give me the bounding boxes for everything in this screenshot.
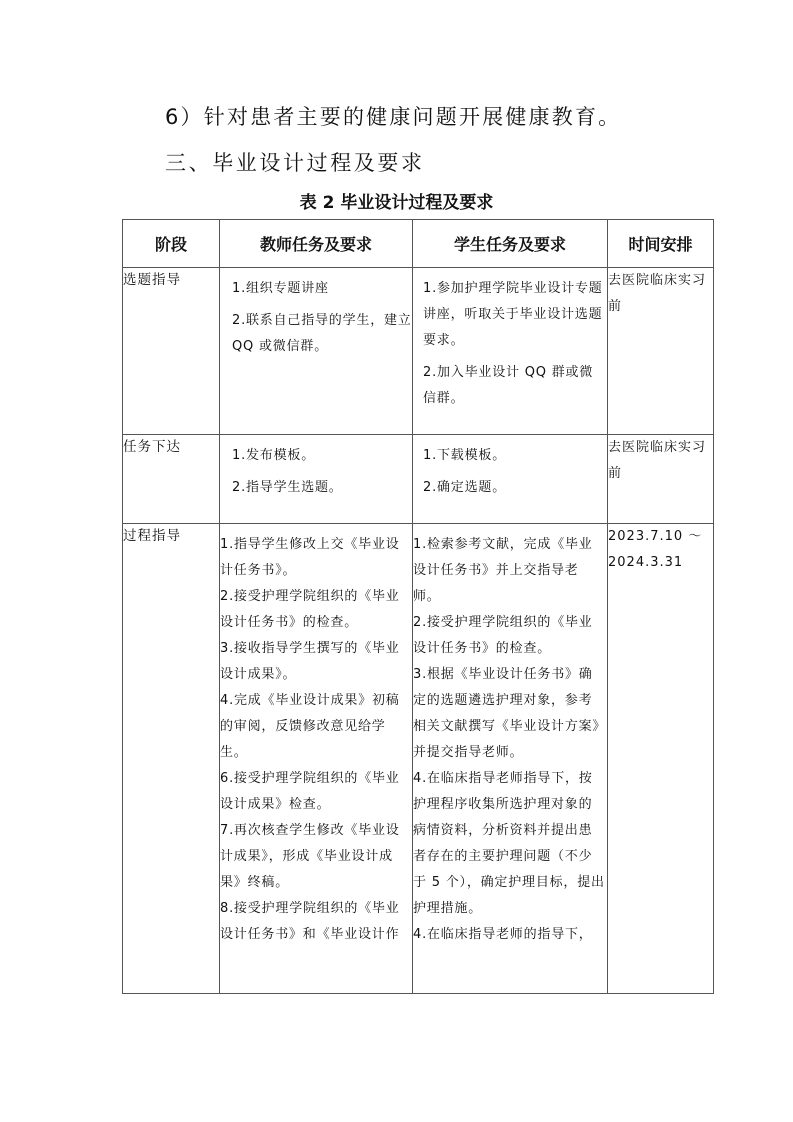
table-row (123, 524, 714, 994)
teacher-item: 8.接受护理学院组织的《毕业设计任务书》和《毕业设计作 (220, 901, 400, 942)
header-teacher: 教师任务及要求 (220, 220, 413, 268)
table-caption: 表 2 毕业设计过程及要求 (299, 193, 494, 213)
teacher-item: 2.指导学生选题。 (232, 480, 343, 495)
teacher-item: 6.接受护理学院组织的《毕业设计成果》检查。 (220, 771, 400, 812)
time-end: 2024.3.31 (608, 555, 684, 570)
student-cell (413, 435, 608, 524)
teacher-item: 2.接受护理学院组织的《毕业设计任务书》的检查。 (220, 589, 400, 630)
stage-cell: 过程指导 (123, 524, 220, 994)
student-item: 1.参加护理学院毕业设计专题讲座，听取关于毕业设计选题要求。 (423, 281, 603, 348)
time-text: 去医院临床实习前 (608, 440, 707, 481)
student-item: 1.下载模板。 (423, 448, 507, 463)
teacher-cell (220, 268, 413, 435)
student-item: 4.在临床指导老师的指导下， (413, 927, 593, 942)
stage-cell: 选题指导 (123, 268, 220, 435)
student-item: 2.接受护理学院组织的《毕业设计任务书》的检查。 (413, 615, 593, 656)
student-cell (413, 268, 608, 435)
header-student: 学生任务及要求 (413, 220, 608, 268)
table-row (123, 435, 714, 524)
time-start: 2023.7.10 ～ (608, 529, 703, 544)
process-table (122, 219, 714, 994)
time-cell (608, 268, 714, 435)
table-header-row (123, 220, 714, 268)
time-cell (608, 524, 714, 994)
teacher-cell (220, 435, 413, 524)
teacher-item: 1.组织专题讲座 (232, 281, 329, 296)
table-row (123, 268, 714, 435)
teacher-item: 2.联系自己指导的学生，建立QQ 或微信群。 (232, 313, 412, 354)
stage-cell: 任务下达 (123, 435, 220, 524)
teacher-item: 3.接收指导学生撰写的《毕业设计成果》。 (220, 641, 400, 682)
student-item: 4.在临床指导老师指导下，按护理程序收集所选护理对象的病情资料，分析资料并提出患者存在的主要护理问题（不少于 5 个），确定护理目标，提出护理措施。 (413, 771, 605, 916)
student-cell (413, 524, 608, 994)
teacher-item: 1.指导学生修改上交《毕业设计任务书》。 (220, 537, 400, 578)
student-item: 3.根据《毕业设计任务书》确定的选题遴选护理对象，参考相关文献撰写《毕业设计方案》并提交指导老师。 (413, 667, 600, 760)
teacher-item: 4.完成《毕业设计成果》初稿的审阅，反馈修改意见给学生。 (220, 693, 400, 760)
section-heading: 三、毕业设计过程及要求 (165, 151, 425, 175)
time-text: 去医院临床实习前 (608, 273, 707, 314)
student-item: 1.检索参考文献，完成《毕业设计任务书》并上交指导老师。 (413, 537, 593, 604)
student-item: 2.确定选题。 (423, 480, 507, 495)
teacher-cell (220, 524, 413, 994)
header-time: 时间安排 (608, 220, 714, 268)
intro-line: 6）针对患者主要的健康问题开展健康教育。 (165, 105, 622, 129)
header-stage: 阶段 (123, 220, 220, 268)
teacher-item: 7.再次核查学生修改《毕业设计成果》，形成《毕业设计成果》终稿。 (220, 823, 400, 890)
student-item: 2.加入毕业设计 QQ 群或微信群。 (423, 365, 594, 406)
time-cell (608, 435, 714, 524)
teacher-item: 1.发布模板。 (232, 448, 316, 463)
